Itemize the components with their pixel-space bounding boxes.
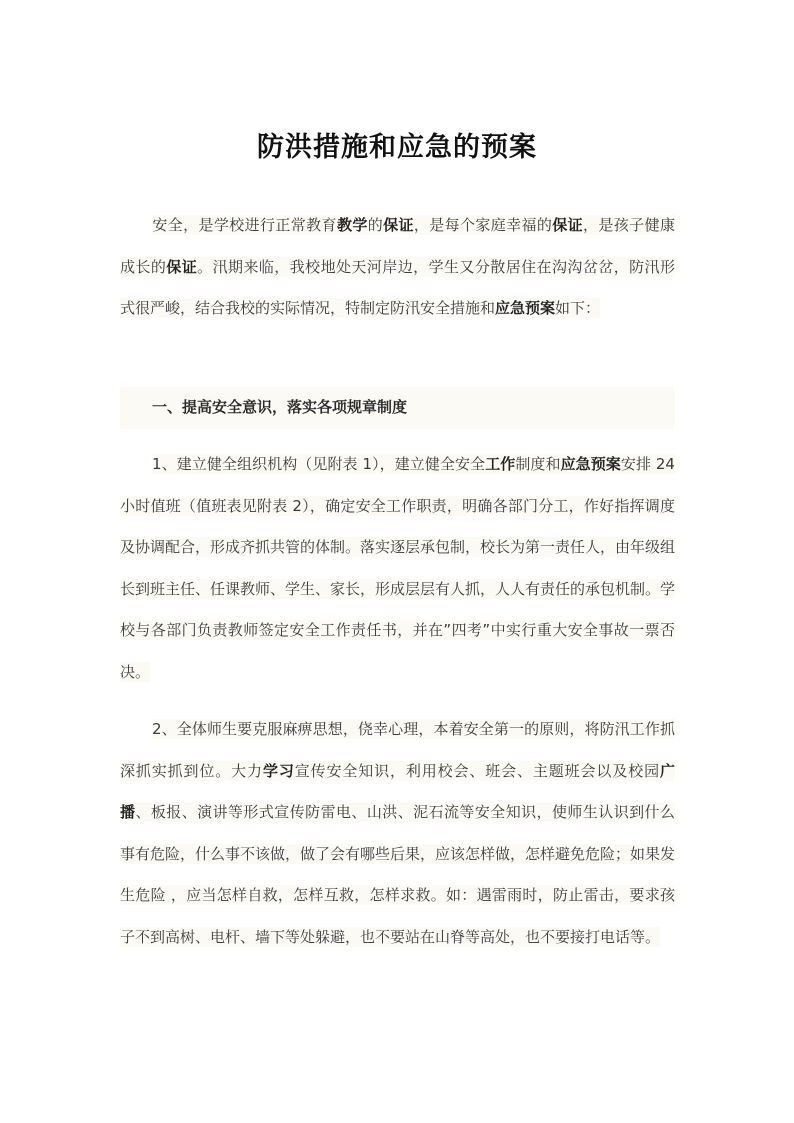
text-segment: 如下： bbox=[555, 299, 601, 317]
intro-text bbox=[120, 215, 675, 318]
bold-segment: 保证 bbox=[552, 216, 584, 234]
item-paragraph-2 bbox=[120, 709, 675, 958]
bold-segment: 教学 bbox=[336, 216, 368, 234]
text-segment: ，是每个家庭幸福的 bbox=[413, 216, 553, 234]
text-segment: 宣传安全知识，利用校会、班会、主题班会以及校园 bbox=[294, 761, 660, 780]
bold-segment: 保证 bbox=[166, 257, 198, 276]
bold-segment: 工作 bbox=[485, 455, 516, 473]
text-segment: ，是孩子健康成长的 bbox=[120, 216, 675, 276]
document-title: 防洪措施和应急的预案 bbox=[257, 132, 537, 163]
text-segment: 2、全体师生要克服麻痹思想，侥幸心理，本着安全第一的原则，将防汛工作抓深抓实抓到位。大力 bbox=[120, 720, 675, 780]
bold-segment: 广播 bbox=[120, 761, 675, 821]
bold-segment: 应急预案 bbox=[495, 299, 556, 317]
bold-segment: 保证 bbox=[383, 216, 414, 234]
text-segment: 安全，是学校进行正常教育 bbox=[152, 216, 337, 234]
bold-segment: 学习 bbox=[262, 761, 295, 780]
intro-paragraph bbox=[120, 205, 675, 330]
text-segment: 、板报、演讲等形式宣传防雷电、山洪、泥石流等安全知识，使师生认识到什么事有危险，什么事不该做，做了会有哪些后果，应该怎样做，怎样避免危险；如果发生危险 ，应当怎样自救，怎样互救，怎样求救。如：遇雷雨时，防止雷击，要求孩子不到高树、电杆、墙下等处躲避，也不要站在山脊等高处，也不要接打电话等。 bbox=[120, 803, 676, 946]
text-segment: 安排 24 小时值班（值班表见附表 2），确定安全工作职责，明确各部门分工，作好指挥调度及协调配合，形成齐抓共管的体制。落实逐层承包制，校长为第一责任人，由年级组长到班主任、任课教师、学生、家长，形成层层有人抓，人人有责任的承包机制。学校与各部门负责教师签定安全工作责任书，并在”四考”中实行重大安全事故一票否决。 bbox=[120, 455, 676, 681]
item-1-text bbox=[120, 454, 675, 682]
item-2-text bbox=[120, 719, 675, 947]
bold-segment: 应急预案 bbox=[560, 455, 621, 473]
text-segment: 1、建立健全组织机构（见附表 1），建立健全安全 bbox=[152, 455, 486, 473]
heading-label: 一、提高安全意识，落实各项规章制度 bbox=[152, 398, 408, 416]
text-segment: 的 bbox=[367, 216, 384, 234]
section-heading bbox=[120, 387, 675, 429]
section-heading-text bbox=[120, 387, 675, 429]
text-segment: 制度和 bbox=[515, 455, 561, 473]
text-segment: 。汛期来临，我校地处天河岸边，学生又分散居住在沟沟岔岔，防汛形式很严峻，结合我校的实际情况，特制定防汛安全措施和 bbox=[120, 257, 675, 317]
item-paragraph-1 bbox=[120, 444, 675, 693]
